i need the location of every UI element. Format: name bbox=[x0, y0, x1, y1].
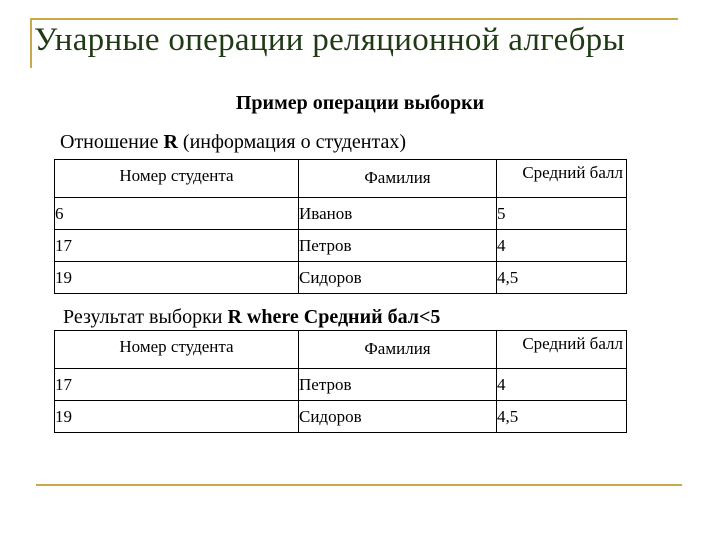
cell-student-number: 17 bbox=[55, 369, 299, 401]
header-student-number: Номер студента bbox=[55, 160, 299, 198]
result-table bbox=[54, 330, 627, 433]
header-student-number: Номер студента bbox=[55, 331, 299, 369]
header-surname: Фамилия bbox=[299, 331, 497, 369]
cell-student-number: 6 bbox=[55, 198, 299, 230]
header-average-score: Средний балл bbox=[497, 331, 627, 369]
cell-average-score: 4,5 bbox=[497, 401, 627, 433]
cell-average-score: 5 bbox=[497, 198, 627, 230]
header-surname: Фамилия bbox=[299, 160, 497, 198]
top-rule bbox=[30, 18, 678, 20]
relation-caption bbox=[60, 131, 406, 154]
cell-average-score: 4 bbox=[497, 230, 627, 262]
cell-student-number: 17 bbox=[55, 230, 299, 262]
table-row bbox=[55, 262, 627, 294]
cell-surname: Иванов bbox=[299, 198, 497, 230]
table-row bbox=[55, 369, 627, 401]
cell-surname: Сидоров bbox=[299, 262, 497, 294]
cell-student-number: 19 bbox=[55, 401, 299, 433]
bottom-rule bbox=[36, 484, 682, 486]
result-caption-query: R where Средний бал<5 bbox=[227, 306, 441, 328]
table-row bbox=[55, 401, 627, 433]
header-average-score: Средний балл bbox=[497, 160, 627, 198]
cell-average-score: 4 bbox=[497, 369, 627, 401]
caption-prefix: Отношение bbox=[60, 131, 164, 153]
relation-r-table bbox=[54, 159, 627, 294]
result-caption bbox=[63, 306, 440, 329]
cell-surname: Петров bbox=[299, 230, 497, 262]
left-rule bbox=[30, 18, 32, 68]
cell-student-number: 19 bbox=[55, 262, 299, 294]
table-header-row bbox=[55, 160, 627, 198]
caption-suffix: (информация о студентах) bbox=[177, 131, 407, 153]
slide-subtitle bbox=[0, 92, 720, 115]
table-header-row bbox=[55, 331, 627, 369]
table-row bbox=[55, 198, 627, 230]
cell-surname: Петров bbox=[299, 369, 497, 401]
table-row bbox=[55, 230, 627, 262]
cell-surname: Сидоров bbox=[299, 401, 497, 433]
subtitle-text: Пример операции выборки bbox=[235, 92, 485, 114]
caption-relation-name: R bbox=[163, 131, 178, 153]
result-caption-prefix: Результат выборки bbox=[63, 306, 228, 328]
cell-average-score: 4,5 bbox=[497, 262, 627, 294]
slide-title: Унарные операции реляционной алгебры bbox=[34, 22, 625, 58]
